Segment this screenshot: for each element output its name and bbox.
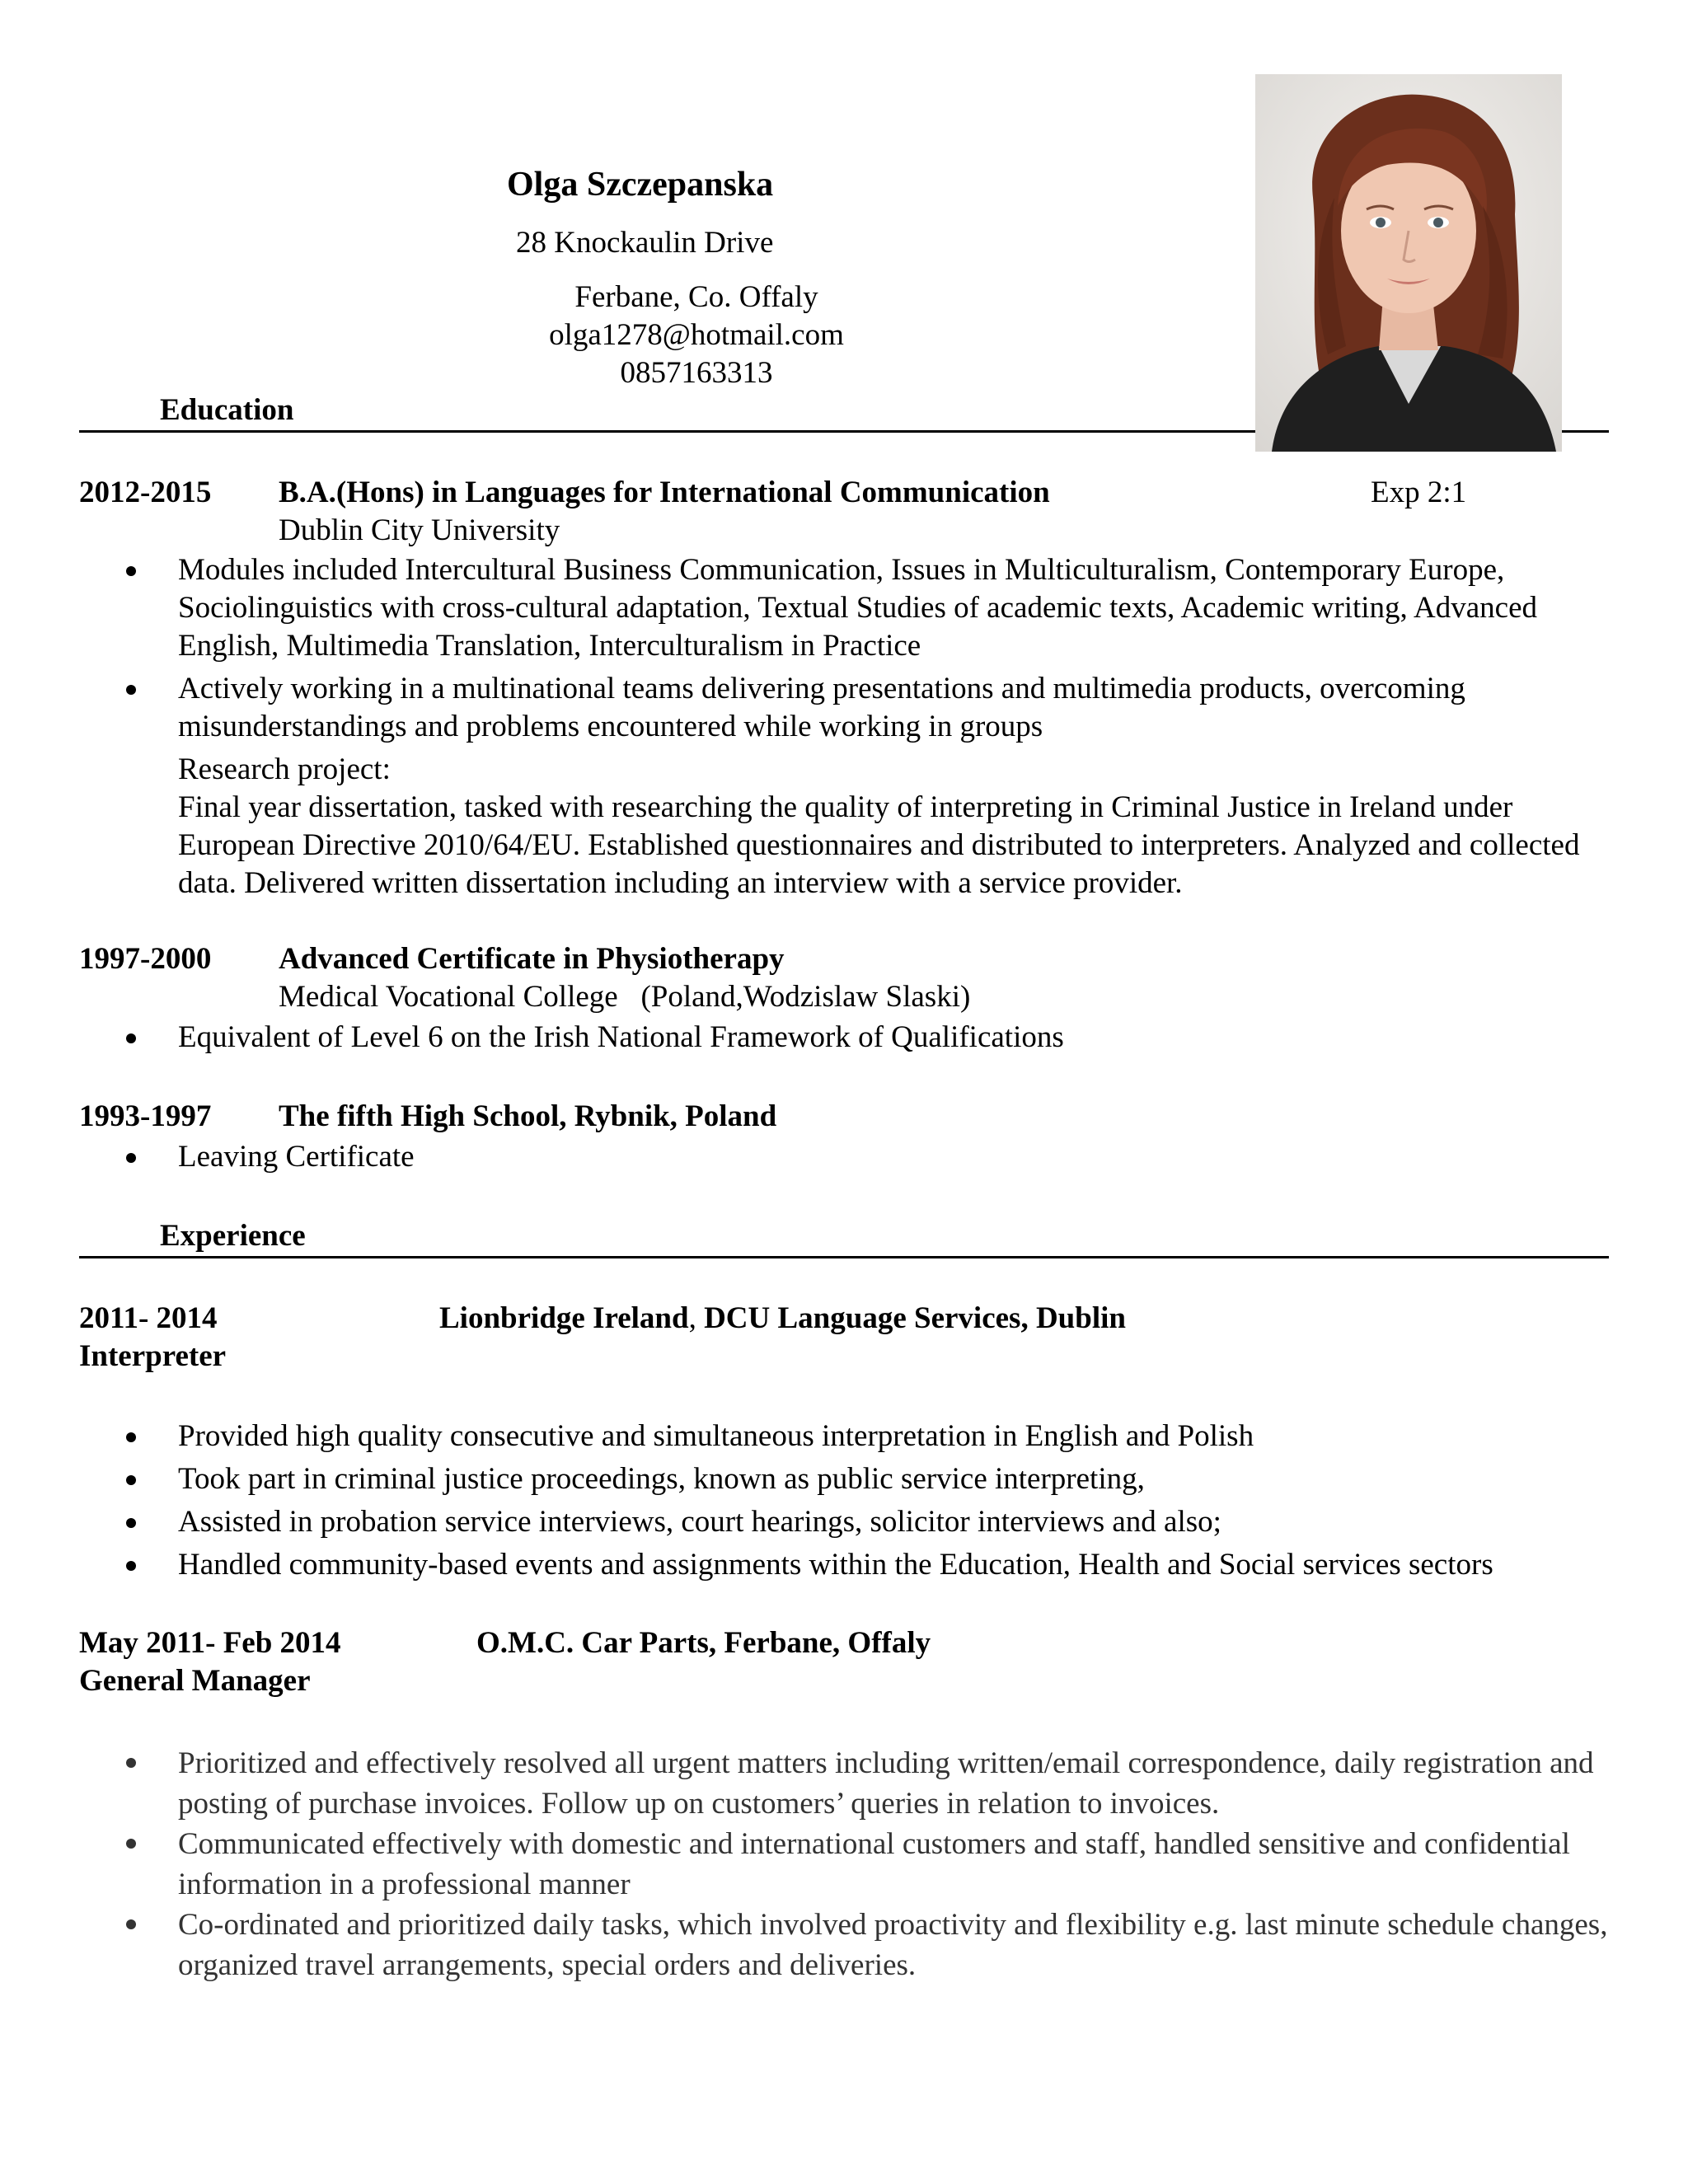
experience-role: General Manager: [79, 1664, 311, 1698]
research-project-text: Final year dissertation, tasked with researching the quality of interpreting in Criminal Justice in Ireland under European Directive 2010/64/EU. Established questionnaires and distributed to interpreters. Analyzed and collected data. Delivered written dissertation including an interview with a service provider.: [178, 790, 1580, 900]
list-item: [178, 1743, 1612, 1824]
bullet-icon: [126, 685, 136, 695]
experience-employer: O.M.C. Car Parts, Ferbane, Offaly: [476, 1626, 931, 1660]
list-item: [178, 1460, 1612, 1498]
education-years: 2012-2015: [79, 476, 212, 509]
phone-number: 0857163313: [620, 356, 773, 390]
bullet-icon: [126, 566, 136, 576]
list-item-text: Took part in criminal justice proceedings, known as public service interpreting,: [178, 1462, 1145, 1496]
list-item: [178, 1418, 1612, 1455]
section-heading-education: Education: [160, 393, 294, 427]
research-project-label: Research project:: [178, 752, 391, 786]
list-item: [178, 1546, 1612, 1584]
list-item: [178, 1503, 1612, 1541]
list-item-text: Modules included Intercultural Business Communication, Issues in Multiculturalism, Contemporary Europe, Sociolinguistics with cross-cultural adaptation, Textual Studies of academic texts, Academic writing, Advanced English, Multimedia Translation, Interculturalism in Practice: [178, 553, 1537, 663]
list-item: [178, 1138, 1612, 1176]
section-divider-education: [79, 430, 1255, 433]
bullet-icon: [126, 1475, 136, 1485]
bullet-icon: [126, 1432, 136, 1442]
employer-division: DCU Language Services, Dublin: [696, 1301, 1126, 1335]
education-institution: Medical Vocational College (Poland,Wodzislaw Slaski): [279, 980, 971, 1014]
bullet-icon: [126, 1153, 136, 1163]
list-item-text: Assisted in probation service interviews, court hearings, solicitor interviews and also;: [178, 1505, 1221, 1539]
education-grade: Exp 2:1: [1371, 476, 1467, 509]
address-line-2: Ferbane, Co. Offaly: [574, 280, 818, 314]
education-degree-title: Advanced Certificate in Physiotherapy: [279, 942, 785, 976]
experience-years: May 2011- Feb 2014: [79, 1626, 341, 1660]
list-item-text: Handled community-based events and assignments within the Education, Health and Social services sectors: [178, 1548, 1493, 1582]
bullet-icon: [126, 1919, 136, 1929]
candidate-name: Olga Szczepanska: [507, 166, 774, 204]
email-address: olga1278@hotmail.com: [549, 318, 844, 352]
list-item-text: Equivalent of Level 6 on the Irish National Framework of Qualifications: [178, 1020, 1064, 1054]
list-item-text: Co-ordinated and prioritized daily tasks, which involved proactivity and flexibility e.g. last minute schedule changes, organized travel arrangements, special orders and deliveries.: [178, 1908, 1608, 1982]
education-years: 1993-1997: [79, 1099, 212, 1133]
experience-years: 2011- 2014: [79, 1301, 218, 1335]
profile-photo: [1255, 74, 1562, 452]
experience-role: Interpreter: [79, 1339, 227, 1373]
list-item: [178, 1019, 1612, 1057]
bullet-icon: [126, 1561, 136, 1571]
address-line-1: 28 Knockaulin Drive: [516, 226, 774, 260]
bullet-icon: [126, 1839, 136, 1849]
education-degree-title: B.A.(Hons) in Languages for International Communication: [279, 476, 1050, 509]
bullet-icon: [126, 1758, 136, 1768]
list-item: [178, 551, 1612, 665]
section-divider-education-right: [1562, 430, 1609, 433]
list-item: [178, 670, 1612, 746]
bullet-icon: [126, 1033, 136, 1043]
section-heading-experience: Experience: [160, 1219, 306, 1253]
bullet-icon: [126, 1518, 136, 1528]
portrait-image: [1255, 74, 1562, 452]
section-divider-experience: [79, 1256, 1609, 1258]
list-item-text: Leaving Certificate: [178, 1140, 415, 1174]
experience-employer: [439, 1300, 1126, 1338]
education-years: 1997-2000: [79, 942, 212, 976]
education-institution: Dublin City University: [279, 513, 560, 547]
list-item-text: Prioritized and effectively resolved all urgent matters including written/email correspondence, daily registration and posting of purchase invoices. Follow up on customers’ queries in relation to invoices.: [178, 1746, 1594, 1821]
education-degree-title: The fifth High School, Rybnik, Poland: [279, 1099, 777, 1133]
list-item: [178, 1905, 1612, 1985]
list-item-text: Communicated effectively with domestic and international customers and staff, handled sensitive and confidential information in a professional manner: [178, 1827, 1570, 1901]
list-item-text: Provided high quality consecutive and simultaneous interpretation in English and Polish: [178, 1419, 1254, 1453]
list-item: [178, 1824, 1612, 1905]
employer-name: Lionbridge Ireland: [439, 1301, 689, 1335]
list-item-text: Actively working in a multinational teams delivering presentations and multimedia products, overcoming misunderstandings and problems encountered while working in groups: [178, 672, 1465, 743]
employer-separator: ,: [688, 1301, 696, 1335]
